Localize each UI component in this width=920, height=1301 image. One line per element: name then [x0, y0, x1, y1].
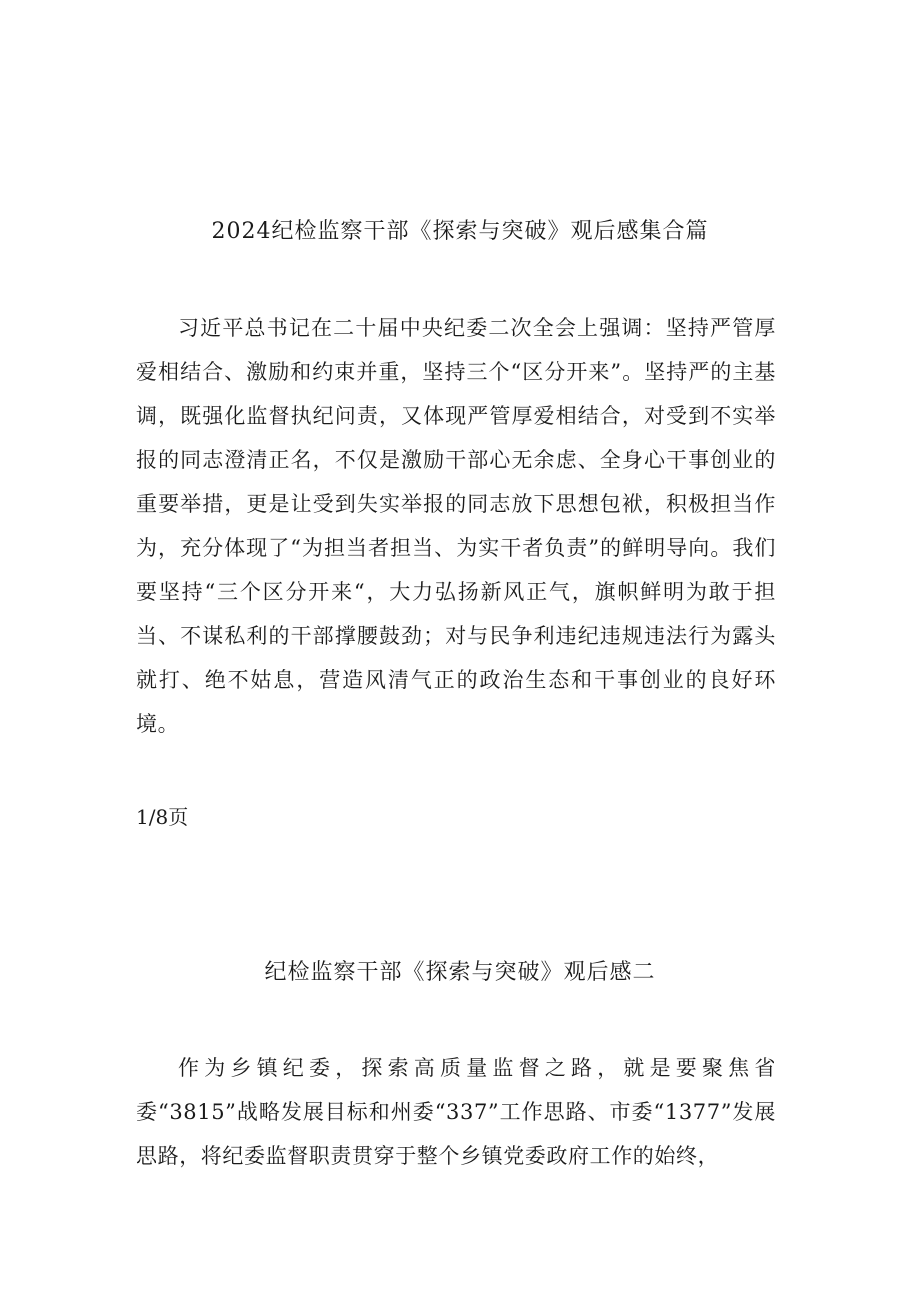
paragraph-body: 作为乡镇纪委，探索高质量监督之路，就是要聚焦省委“3815”战略发展目标和州委“337”工作思路、市委“1377”发展思路，将纪委监督职责贯穿于整个乡镇党委政府工作的始终，	[136, 1056, 776, 1168]
page-indicator: 1/8页	[136, 805, 189, 829]
document-title: 2024纪检监察干部《探索与突破》观后感集合篇	[211, 219, 709, 244]
paragraph-body: 习近平总书记在二十届中央纪委二次全会上强调：坚持严管厚爱相结合、激励和约束并重，坚持三个“区分开来”。坚持严的主基调，既强化监督执纪问责，又体现严管厚爱相结合，对受到不实举报的同志澄清正名，不仅是激励干部心无余虑、全身心干事创业的重要举措，更是让受到失实举报的同志放下思想包袱，积极担当作为，充分体现了“为担当者担当、为实干者负责”的鲜明导向。我们要坚持“三个区分开来“，大力弘扬新风正气，旗帜鲜明为敢于担当、不谋私利的干部撑腰鼓劲；对与民争利违纪违规违法行为露头就打、绝不姑息，营造风清气正的政治生态和干事创业的良好环境。	[136, 316, 776, 736]
section-title: 纪检监察干部《探索与突破》观后感二	[264, 960, 656, 985]
